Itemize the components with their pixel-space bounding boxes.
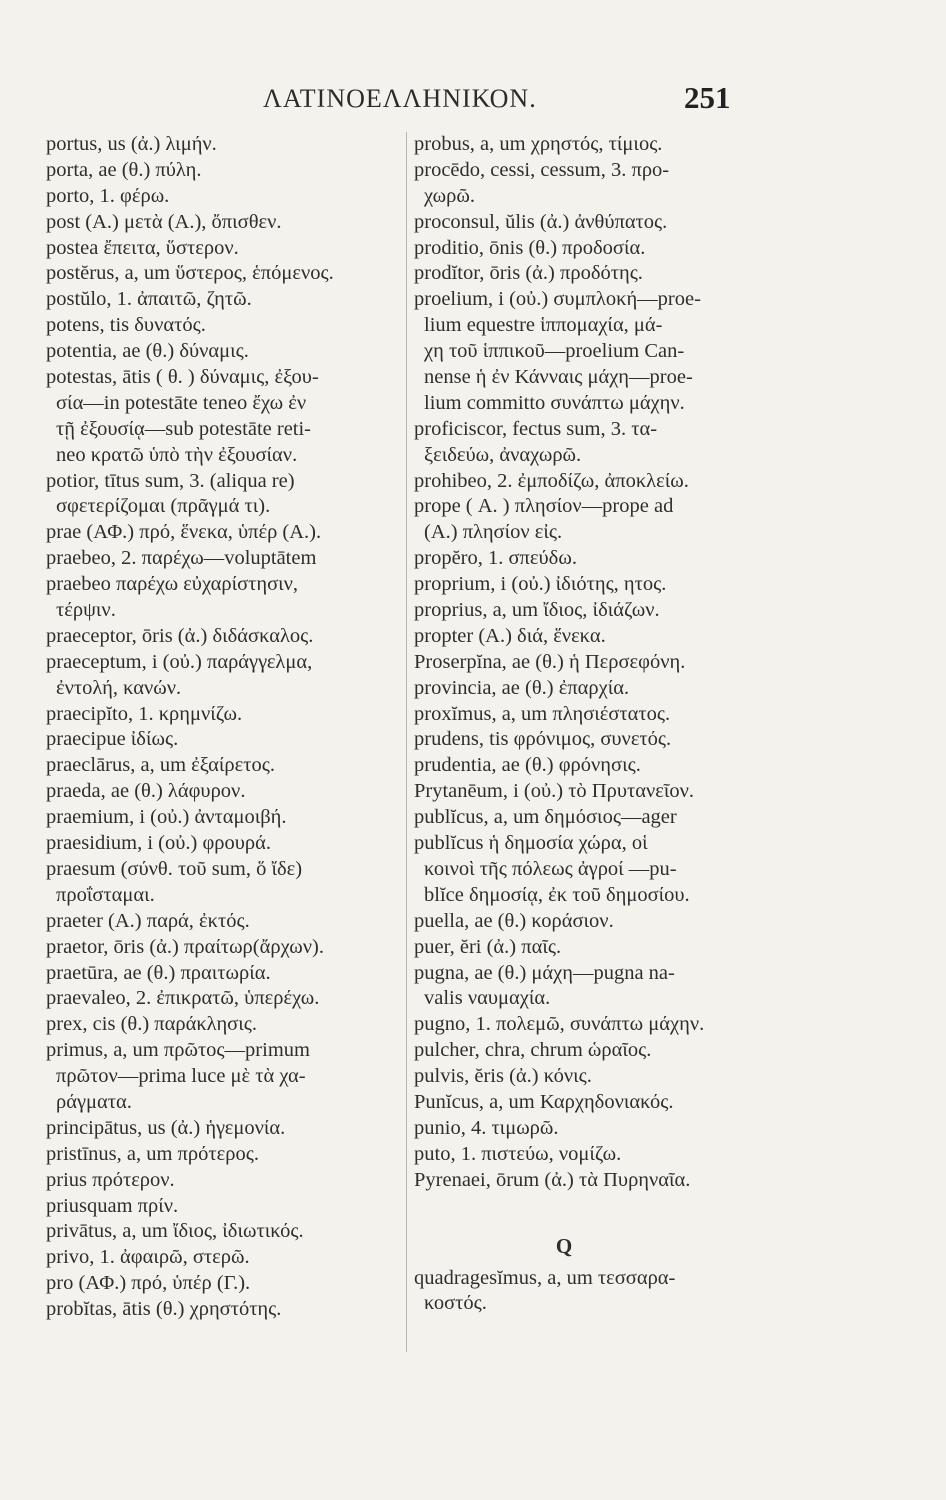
- entry-line: privātus, a, um ἴδιος, ἰδιωτικός.: [46, 1220, 304, 1243]
- entry-line: Prytanēum, i (οὐ.) τὸ Πρυτανεῖον.: [414, 780, 695, 803]
- entry-line: praebeo παρέχω εὐχαρίστησιν,: [46, 573, 299, 596]
- right-column: [414, 132, 774, 1317]
- entry-line: ράγματα.: [56, 1090, 132, 1113]
- entry-line: prudens, tis φρόνιμος, συνετός.: [414, 728, 672, 751]
- entry-line: punio, 4. τιμωρῶ.: [414, 1116, 559, 1139]
- entry-line: postĕrus, a, um ὕστερος, ἑπόμενος.: [46, 262, 334, 285]
- entry-line: procēdo, cessi, cessum, 3. προ-: [414, 158, 670, 181]
- entry-line: lium committo συνάπτω μάχην.: [424, 391, 685, 414]
- entry-line: pristīnus, a, um πρότερος.: [46, 1142, 259, 1165]
- entry-line: Pyrenaei, ōrum (ἀ.) τὰ Πυρηναῖα.: [414, 1168, 691, 1191]
- entry-line: χη τοῦ ἱππικοῦ—proelium Can-: [424, 340, 685, 363]
- entry-line: (Α.) πλησίον εἰς.: [424, 521, 563, 544]
- entry-line: praeceptum, i (οὐ.) παράγγελμα,: [46, 650, 313, 673]
- entry-line: postea ἔπειτα, ὕστερον.: [46, 236, 239, 259]
- entry-line: pugna, ae (θ.) μάχη—pugna na-: [414, 961, 675, 984]
- entry-line: valis ναυμαχία.: [424, 987, 551, 1010]
- section-letter-q: Q: [555, 1233, 573, 1258]
- entry-line: porta, ae (θ.) πύλη.: [46, 158, 202, 181]
- entry-line: pro (ΑΦ.) πρό, ὑπέρ (Γ.).: [46, 1272, 251, 1295]
- entry-line: priusquam πρίν.: [46, 1194, 179, 1217]
- entry-line: prudentia, ae (θ.) φρόνησις.: [414, 754, 641, 777]
- entry-line: publĭcus ἡ δημοσία χώρα, οἱ: [414, 832, 648, 855]
- entry-line: proconsul, ŭlis (ἀ.) ἀνθύπατος.: [414, 210, 668, 233]
- entry-line: probĭtas, ātis (θ.) χρηστότης.: [46, 1298, 282, 1321]
- entry-line: prex, cis (θ.) παράκλησις.: [46, 1013, 257, 1036]
- entry-line: pulvis, ĕris (ἀ.) κόνις.: [414, 1065, 592, 1088]
- entry-line: publĭcus, a, um δημόσιος—ager: [414, 806, 677, 829]
- entry-line: neo κρατῶ ὑπὸ τὴν ἐξουσίαν.: [56, 443, 298, 466]
- entry-line: prius πρότερον.: [46, 1168, 175, 1191]
- entry-line: praetor, ōris (ἀ.) πραίτωρ(ἄρχων).: [46, 935, 324, 958]
- entry-line: primus, a, um πρῶτος—primum: [46, 1039, 310, 1062]
- entry-line: proprium, i (οὐ.) ἰδιότης, ητος.: [414, 573, 667, 596]
- entry-line: τῇ ἐξουσίᾳ—sub potestāte reti-: [56, 417, 312, 440]
- entry-line: nense ἡ ἐν Κάνναις μάχη—proe-: [424, 366, 693, 389]
- entry-line: praecipue ἰδίως.: [46, 728, 179, 751]
- entry-line: privo, 1. ἀφαιρῶ, στερῶ.: [46, 1246, 250, 1269]
- entry-line: praevaleo, 2. ἐπικρατῶ, ὑπερέχω.: [46, 987, 320, 1010]
- entry-line: praeter (Α.) παρά, ἐκτός.: [46, 909, 250, 932]
- section-q-entries: [414, 1266, 774, 1318]
- entry-line: post (Α.) μετὰ (Α.), ὄπισθεν.: [46, 210, 282, 233]
- entry-line: proprius, a, um ἴδιος, ἰδιάζων.: [414, 599, 660, 622]
- entry-line: proelium, i (οὐ.) συμπλοκή—proe-: [414, 288, 701, 311]
- entry-line: pugno, 1. πολεμῶ, συνάπτω μάχην.: [414, 1013, 705, 1036]
- right-column-entries: [414, 132, 774, 1194]
- entry-line: potior, tītus sum, 3. (aliqua re): [46, 469, 295, 492]
- entry-line: puto, 1. πιστεύω, νομίζω.: [414, 1142, 622, 1165]
- entry-line: κοινοὶ τῆς πόλεως ἀγροί —pu-: [424, 857, 677, 880]
- entry-line: potens, tis δυνατός.: [46, 314, 206, 337]
- entry-line: προΐσταμαι.: [56, 883, 155, 906]
- entry-line: prohibeo, 2. ἐμποδίζω, ἀποκλείω.: [414, 469, 689, 492]
- entry-line: praetūra, ae (θ.) πραιτωρία.: [46, 961, 271, 984]
- entry-line: praecipĭto, 1. κρημνίζω.: [46, 702, 243, 725]
- entry-line: proficiscor, fectus sum, 3. τα-: [414, 417, 658, 440]
- page-title: ΛΑΤΙΝΟΕΛΛΗΝΙΚΟΝ.: [263, 84, 537, 113]
- entry-line: Proserpĭna, ae (θ.) ἡ Περσεφόνη.: [414, 650, 686, 673]
- entry-line: provincia, ae (θ.) ἐπαρχία.: [414, 676, 630, 699]
- entry-line: propter (Α.) διά, ἕνεκα.: [414, 624, 606, 647]
- entry-line: praesidium, i (οὐ.) φρουρά.: [46, 832, 272, 855]
- entry-line: σφετερίζομαι (πρᾶγμά τι).: [56, 495, 271, 518]
- entry-line: potentia, ae (θ.) δύναμις.: [46, 340, 249, 363]
- left-column: [46, 132, 400, 1323]
- entry-line: proxĭmus, a, um πλησιέστατος.: [414, 702, 671, 725]
- entry-line: proditio, ōnis (θ.) προδοσία.: [414, 236, 646, 259]
- page-header: [0, 80, 946, 124]
- entry-line: principātus, us (ἀ.) ἡγεμονία.: [46, 1116, 286, 1139]
- entry-line: propĕro, 1. σπεύδω.: [414, 547, 577, 570]
- entry-line: ξειδεύω, ἀναχωρῶ.: [424, 443, 582, 466]
- entry-line: probus, a, um χρηστός, τίμιος.: [414, 133, 663, 155]
- entry-line: praeda, ae (θ.) λάφυρον.: [46, 780, 246, 803]
- column-divider: [406, 132, 407, 1352]
- entry-line: portus, us (ἀ.) λιμήν.: [46, 133, 217, 155]
- entry-line: χωρῶ.: [424, 184, 475, 207]
- section-gap: [414, 1194, 774, 1226]
- entry-line: σία—in potestāte teneo ἔχω ἐν: [56, 391, 307, 414]
- entry-line: quadragesĭmus, a, um τεσσαρα-: [414, 1266, 676, 1289]
- entry-line: lium equestre ἱππομαχία, μά-: [424, 314, 663, 337]
- entry-line: blĭce δημοσίᾳ, ἐκ τοῦ δημοσίου.: [424, 883, 690, 906]
- entry-line: praeclārus, a, um ἐξαίρετος.: [46, 754, 275, 777]
- entry-line: prope ( Α. ) πλησίον—prope ad: [414, 495, 674, 518]
- entry-line: praeceptor, ōris (ἀ.) διδάσκαλος.: [46, 624, 314, 647]
- entry-line: porto, 1. φέρω.: [46, 184, 170, 207]
- entry-line: τέρψιν.: [56, 599, 116, 622]
- entry-line: praemium, i (οὐ.) ἀνταμοιβή.: [46, 806, 287, 829]
- entry-line: potestas, ātis ( θ. ) δύναμις, ἐξου-: [46, 366, 319, 389]
- entry-line: puella, ae (θ.) κοράσιον.: [414, 909, 614, 932]
- entry-line: prae (ΑΦ.) πρό, ἕνεκα, ὑπέρ (Α.).: [46, 521, 322, 544]
- entry-line: ἐντολή, κανών.: [56, 676, 182, 699]
- entry-line: praebeo, 2. παρέχω—voluptātem: [46, 547, 317, 570]
- entry-line: pulcher, chra, chrum ὡραῖος.: [414, 1039, 652, 1062]
- entry-line: κοστός.: [424, 1292, 487, 1315]
- entry-line: Punĭcus, a, um Καρχηδονιακός.: [414, 1090, 674, 1113]
- entry-line: postŭlo, 1. ἀπαιτῶ, ζητῶ.: [46, 288, 252, 311]
- entry-line: praesum (σύνθ. τοῦ sum, ὅ ἴδε): [46, 857, 303, 880]
- entry-line: πρῶτον—prima luce μὲ τὰ χα-: [56, 1065, 306, 1088]
- entry-line: prodĭtor, ōris (ἀ.) προδότης.: [414, 262, 643, 285]
- page-number: 251: [684, 80, 731, 115]
- entry-line: puer, ĕri (ἀ.) παῖς.: [414, 935, 562, 958]
